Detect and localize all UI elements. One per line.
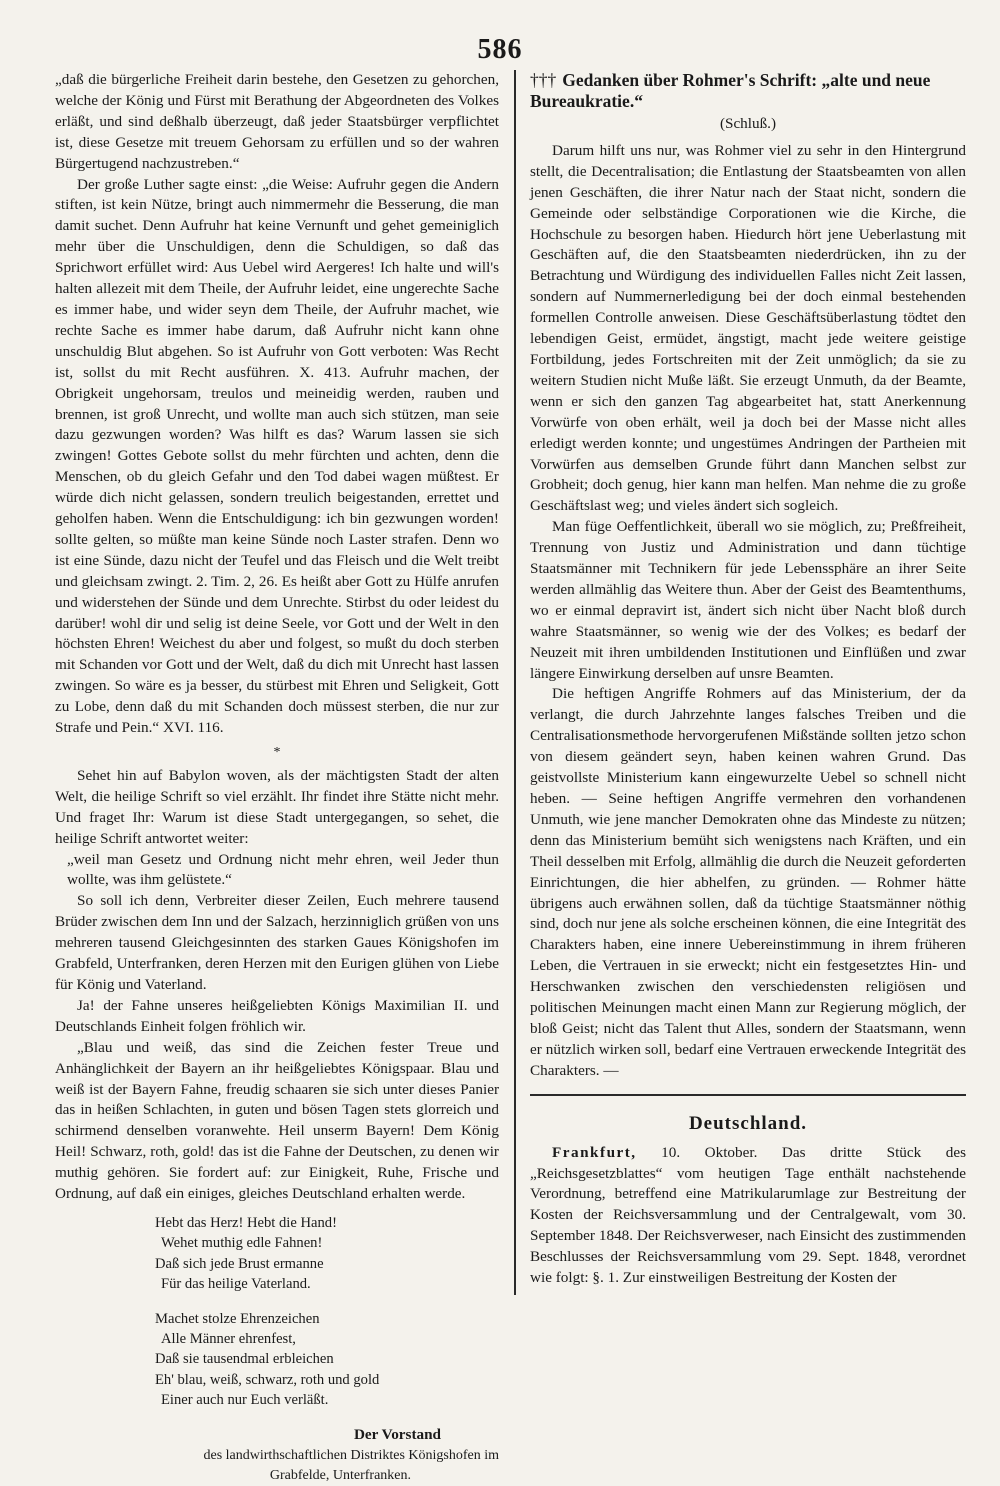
- signature-line: des landwirthschaftlichen Distriktes Königshofen im: [203, 1447, 499, 1463]
- dateline-place: Frankfurt,: [552, 1143, 637, 1161]
- poem-line: Daß sie tausendmal erbleichen: [155, 1351, 334, 1368]
- poem-line: Hebt das Herz! Hebt die Hand!: [155, 1214, 337, 1231]
- article-headline: [530, 70, 966, 112]
- colors-paragraph: „Blau und weiß, das sind die Zeichen fester Treue und Anhänglichkeit der Bayern an ihr heißgeliebtes Königspaar. Blau und weiß ist der Bayern Fahne, freudig schaaren sie sich unter dieses Panier das in heißen Schlachten, in guten und bösen Tagen stets glorreich und schirmend denselben voranwehte. Heil unserm Bayern! Dem König Heil! Schwarz, roth, gold! das ist die Fahne der Deutschen, zu denen wir muthig gehören. Sie fordert auf: zur Einigkeit, Ruhe, Frische und Ordnung, auf daß ein einiges, gleiches Deutschland erhalten werde.: [55, 1038, 499, 1203]
- poem: [155, 1213, 499, 1411]
- right-column: [530, 70, 966, 1295]
- scripture-quote: „weil man Gesetz und Ordnung nicht mehr ehren, weil Jeder thun wollte, was ihm gelüstete.“: [67, 850, 499, 889]
- signature-line: Grabfelde, Unterfranken.: [269, 1467, 411, 1483]
- babylon-paragraph: Sehet hin auf Babylon woven, als der mächtigsten Stadt der alten Welt, die heilige Schrift so viel erzählt. Ihr findet ihre Stätte nicht mehr. Und fraget Ihr: Warum ist diese Stadt untergegangen, so sehet, die heilige Schrift antwortet weiter:: [55, 766, 499, 847]
- section-title: Deutschland.: [688, 1112, 808, 1134]
- article-paragraph: Darum hilft uns nur, was Rohmer viel zu sehr in den Hintergrund stellt, die Decentralisation; die Entlastung der Staatsbeamten von allen jenen Geschäften, die ihrer Natur nach der Staat nicht, sondern die Gemeinde oder selbständige Corporationen wie die Kirche, die Hochschule zu besorgen haben. Hiedurch hört jene Ueberlastung mit Geschäften auf, die den Staatsbeamten niederdrücken, ihn zu der Betrachtung und Würdigung des individuellen Falles nicht Zeit lassen, sondern auf Nummernerledigung bei der doch einmal bestehenden formellen Controlle anweisen. Diese Geschäftsüberlastung tödtet den lebendigen Geist, ermüdet, ängstigt, macht jede weitere geistige Fortbildung, jedes Fortschreiten mit der Zeit unmöglich; da sie zu weitern Studien nicht Muße läßt. Sie erzeugt Unmuth, da der Beamte, wenn er sich den ganzen Tag abgearbeitet hat, statt Anerkennung Vorwürfe von oben erhält, weil ja doch bei der Masse nicht alles erledigt werden konnte; und ungestümes Andringen der Partheien mit Vorwürfen aus demselben Grunde führt dann Manchen selbst zur Grobheit; doch genug, hier kann man helfen. Man nehme die zu große Geschäftslast weg; und vieles ändert sich sogleich.: [530, 141, 966, 515]
- section-divider-star: *: [273, 745, 281, 760]
- article-paragraph: „daß die bürgerliche Freiheit darin bestehe, den Gesetzen zu gehorchen, welche der König und Fürst mit Berathung der Abgeordneten des Volkes erläßt, und sind deßhalb überzeugt, daß jeder Staatsbürger verpflichtet ist, diese Gesetze mit treuem Gehorsam zu erfüllen und so der wahren Bürgertugend nachzustreben.“: [55, 71, 499, 172]
- flag-paragraph: Ja! der Fahne unseres heißgeliebten Königs Maximilian II. und Deutschlands Einheit folgen fröhlich wir.: [55, 996, 499, 1035]
- article-paragraph: Man füge Oeffentlichkeit, überall wo sie möglich, zu; Preßfreiheit, Trennung von Justiz und Administration und dann tüchtige Staatsmänner mit Technikern für jede Lebenssphäre an ihrer Seite werden allmählig das Weitere thun. Aber der Geist des Beamtenthums, wo er einmal depravirt ist, ändert sich nicht über Nacht bloß durch wahre Staatsmänner, so wenig wie der des Volkes; es bedarf der Neuzeit mit ihren umbildenden Institutionen und Einflüßen und zwar längere Einwirkung derselben auf unsre Beamten.: [530, 518, 966, 682]
- poem-stanza: [155, 1309, 499, 1411]
- headline-text: Gedanken über Rohmer's Schrift: „alte und neue Bureaukratie.“: [530, 70, 931, 111]
- left-column: [55, 70, 499, 1483]
- poem-line: Alle Männer ehrenfest,: [161, 1330, 296, 1347]
- article-subhead: (Schluß.): [719, 115, 777, 132]
- poem-line: Daß sich jede Brust ermanne: [155, 1255, 324, 1272]
- column-rule: [514, 70, 516, 1295]
- greeting-paragraph: So soll ich denn, Verbreiter dieser Zeilen, Euch mehrere tausend Brüder zwischen dem Inn und der Salzach, herzinniglich grüßen von uns mehreren tausend Gleichgesinnten des starken Gaues Königshofen im Grabfeld, Unterfranken, deren Herzen mit den Eurigen glühen von Liebe für König und Vaterland.: [55, 892, 499, 993]
- poem-line: Eh' blau, weiß, schwarz, roth und gold: [155, 1371, 380, 1388]
- headline-marks: †††: [530, 70, 557, 90]
- signature: Der Vorstand: [353, 1425, 441, 1443]
- page-number: 586: [477, 34, 523, 65]
- poem-line: Für das heilige Vaterland.: [161, 1276, 311, 1293]
- poem-line: Wehet muthig edle Fahnen!: [161, 1235, 323, 1252]
- poem-line: Machet stolze Ehrenzeichen: [155, 1310, 320, 1327]
- section-rule: [530, 1094, 966, 1096]
- news-paragraph: [530, 1143, 966, 1289]
- news-text: 10. Oktober. Das dritte Stück des „Reichsgesetzblattes“ vom heutigen Tage enthält nachstehende Verordnung, betreffend eine Matrikularumlage zur Bestreitung der Kosten der Reichsversammlung und der Centralgewalt, vom 30. September 1848. Der Reichsverweser, nach Einsicht des zustimmenden Beschlusses der Reichsversammlung vom 29. Sept. 1848, verordnet wie folgt: §. 1. Zur einstweiligen Bestreitung der Kosten der: [530, 1143, 966, 1287]
- poem-line: Einer auch nur Euch verläßt.: [161, 1392, 329, 1409]
- article-paragraph: Die heftigen Angriffe Rohmers auf das Ministerium, der da verlangt, die durch Jahrzehnte langes falsches Treiben und die Centralisationsmethode hervorgerufenen Mißstände sollten jetzo schon von diesem geändert seyn, haben keinen wahren Grund. Das geistvollste Ministerium kann eingewurzelte Uebel so schnell nicht heben. — Seine heftigen Angriffe vermehren den vorhandenen Unmuth, wie jene mancher Demokraten ohne das Mindeste zu nützen; denn das Ministerium bemüht sich wenigstens nach Kräften, und ein Theil desselben mit Erfolg, allmählig die durch die Neuzeit geforderten Einrichtungen, die hier abhelfen, zu gründen. — Rohmer hätte übrigens auch erwähnen sollen, daß da tüchtige Staatsmänner nöthig sind, doch nur jene als solche erscheinen können, die eine Integrität des Charakters haben, eine innere Uebereinstimmung in ihrem früheren Leben, die Vertrauen in sie erweckt; nicht ein festgesetztes Hin- und Herschwanken zwischen den verschiedensten religiösen und politischen Meinungen macht einen Mann zur Regierung möglich, der bloß Geist; nicht das Talent thut Alles, sondern der Staatsmann, wenn er nützlich wirken soll, bedarf eine Vertrauen erweckende Integrität des Charakters. —: [530, 685, 966, 1079]
- luther-quote-paragraph: Der große Luther sagte einst: „die Weise: Aufruhr gegen die Andern stiften, ist kein Nütze, bringt auch nimmermehr die Besserung, die man damit suchet. Denn Aufruhr hat keine Vernunft und gehet gemeiniglich mehr über die Unschuldigen, denn die Schuldigen, so daß das Sprichwort erfüllet wird: Aus Uebel wird Aergeres! Ich halte und will's halten allezeit mit dem Theile, der Aufruhr leidet, eine ungerechte Sache es immer habe, und wider seyn dem Theile, der Aufruhr machet, wie rechte Sache es immer habe darum, daß Aufruhr nicht kann ohne unschuldig Blut abgehen. So ist Aufruhr von Gott verboten: Was Recht ist, sollst du mit Recht ausführen. X. 413. Aufruhr machen, der Obrigkeit ungehorsam, treulos und meineidig werden, rauben und brennen, ist groß Unrecht, und wollte man auch sich stützen, man seie dazu gezwungen worden? Was hilft es das? Warum lassen sie sich zwingen! Gottes Gebote sollst du mehr fürchten und achten, denn die Menschen, ob du gleich Gefahr und den Tod dabei wagen müßtest. Er würde dich nicht gelassen, sondern treulich beigestanden, errettet und geholfen haben. Wenn die Entschuldigung: ich bin gezwungen worden! sollte gelten, so müßte man keine Sünde noch Laster strafen. Denn wo ist eine Sünde, dazu nicht der Teufel und das Fleisch und die Welt treibt und gleichsam zwingt. 2. Tim. 2, 26. Es heißt aber Gott zu Hülfe anrufen und widerstehen der Sünde und dem Unrechte. Stirbst du oder leidest du darüber! wohl dir und selig ist deine Seele, vor Gott und der Welt in den höchsten Ehren! Weichest du aber und folgest, so mußt du doch sterben mit Schanden vor Gott und der Welt, daß du dich mit Unrecht hast lassen zwingen. So wäre es ja besser, du stürbest mit Ehren und Seligkeit, Gott zu Lobe, denn daß du mit Schanden doch müssest sterben, die nur zur Strafe und Pein.“ XVI. 116.: [55, 175, 499, 737]
- poem-stanza: [155, 1213, 499, 1295]
